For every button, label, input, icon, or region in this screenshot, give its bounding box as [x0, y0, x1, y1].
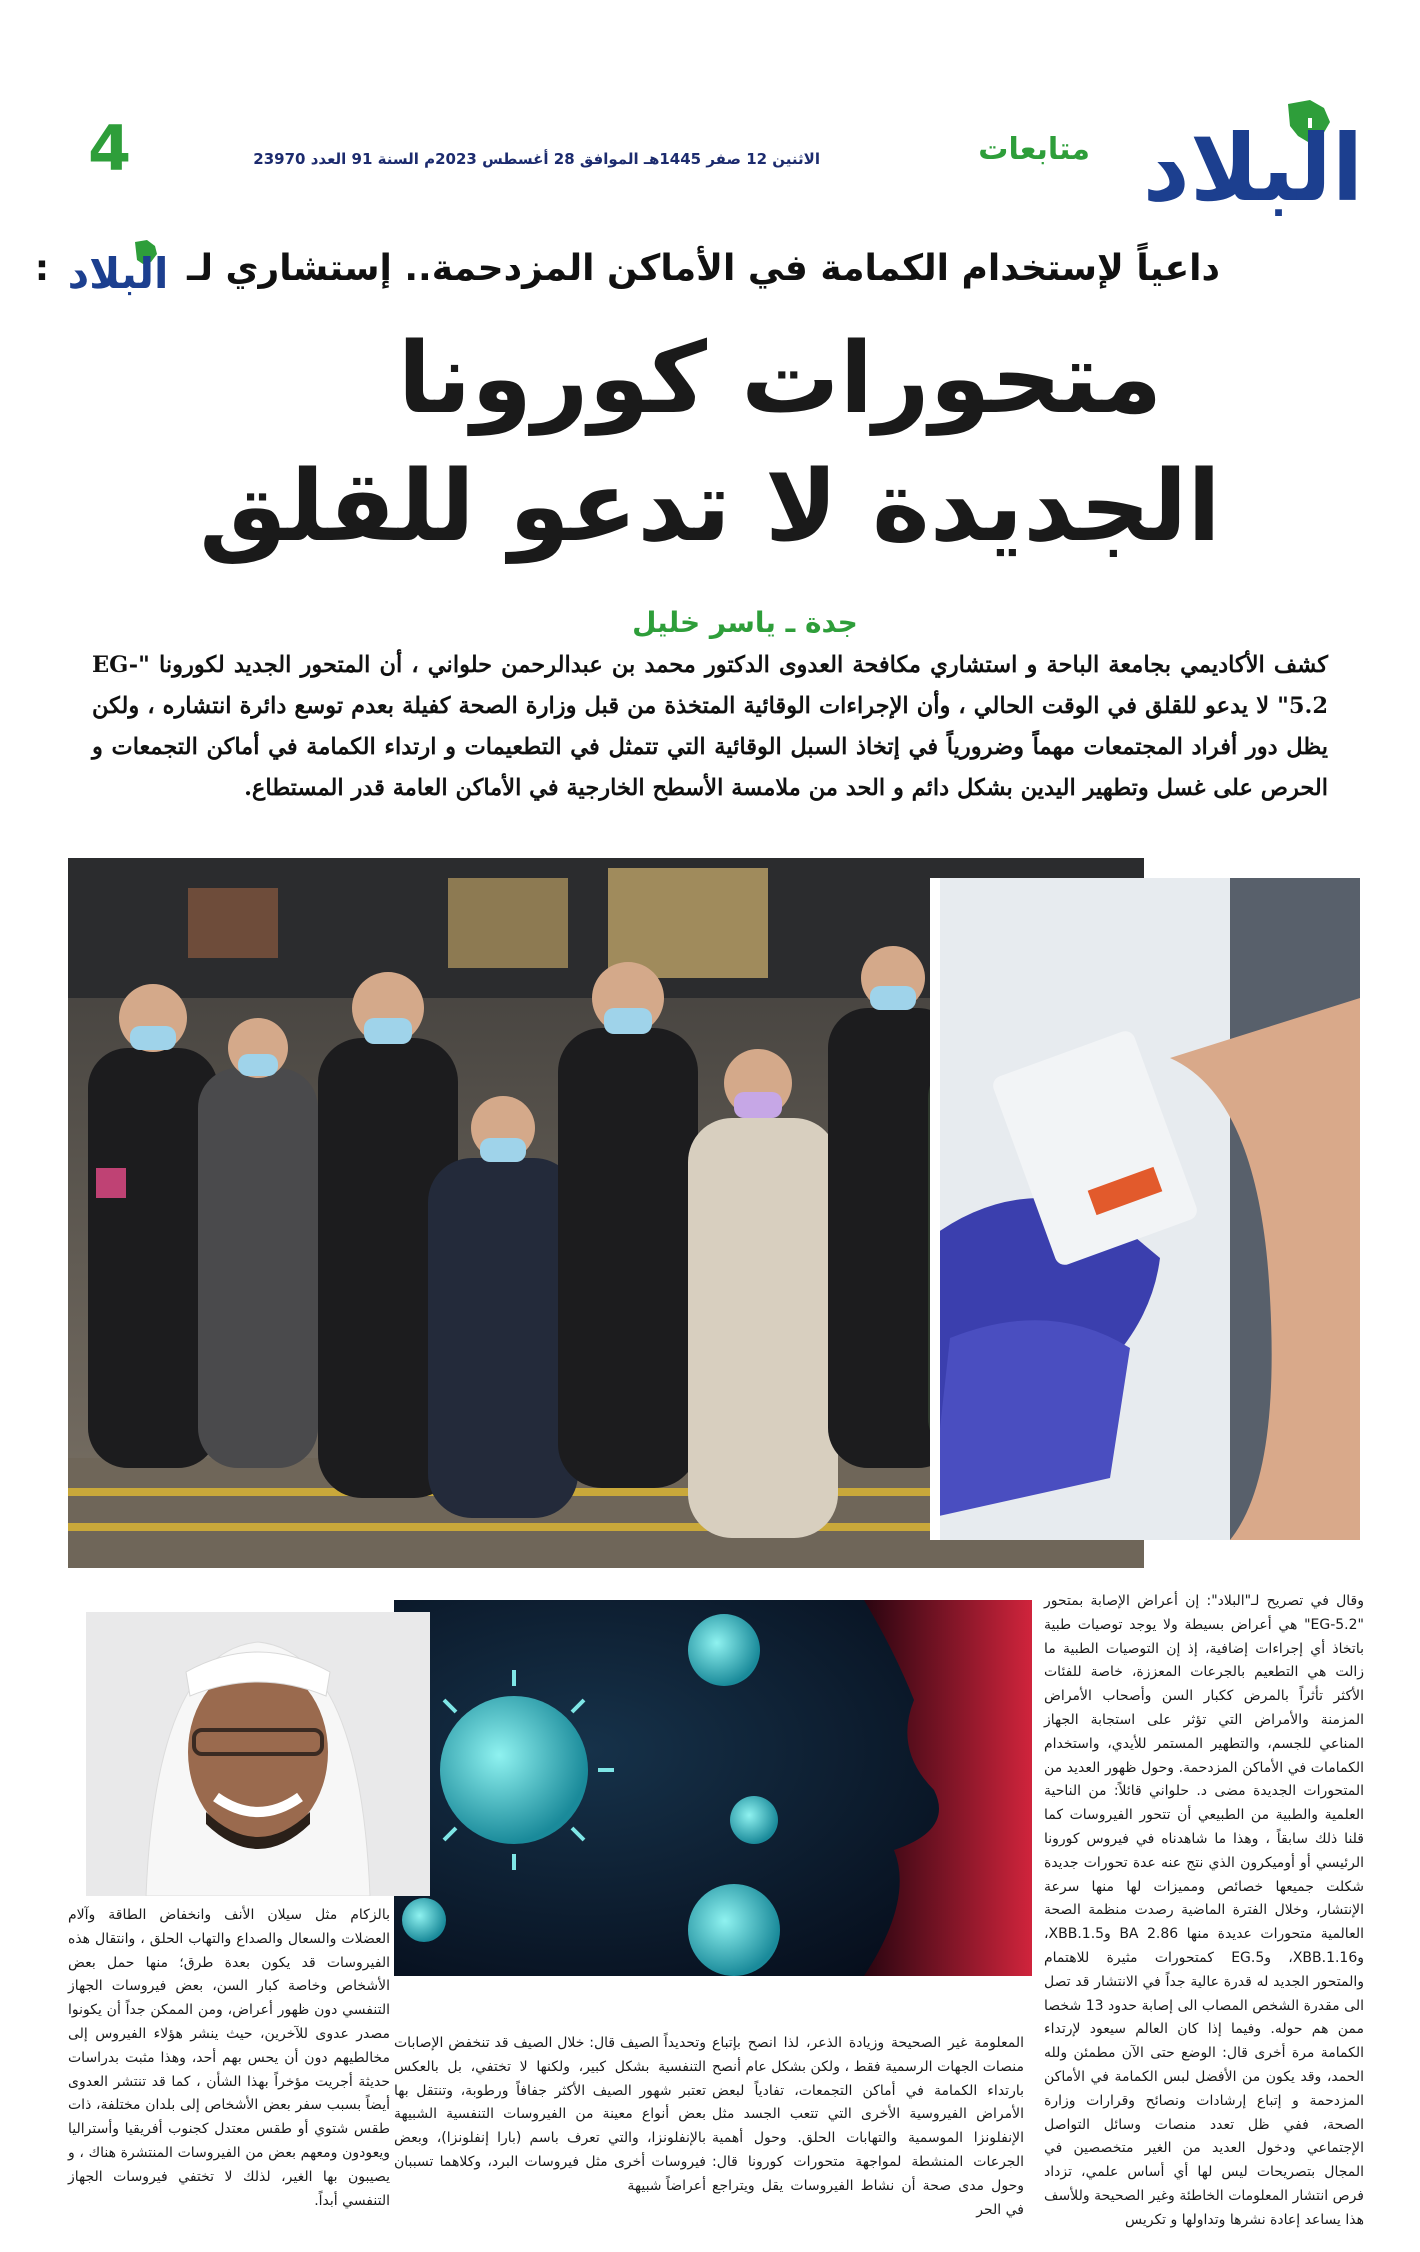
- inline-logo: [63, 240, 173, 296]
- article-column-left: بالزكام مثل سيلان الأنف وانخفاض الطاقة وآلام العضلات والسعال والصداع والتهاب الحلق ، وانتقال هذه الفيروسات قد يكون بعدة طرق؛ منها حمل بعض الأشخاص وخاصة كبار السن، بعض فيروسات الجهاز التنفسي دون ظهور أعراض، ومن الممكن جداً أن يكونوا مصدر عدوى للآخرين، حيث ينشر هؤلاء الفيروس إلى مخالطيهم دون أن يحس بهم أحد، وهذا مثبت بدراسات حديثة أجريت مؤخراً بهذا الشأن ، كما قد تنتشر العدوى أيضاً بسبب سفر بعض الأشخاص إلى بلدان مختلفة، ذات طقس شتوي أو طقس معتدل كجنوب أفريقيا وأستراليا ويعودون ومعهم بعض من الفيروسات المنتشرة هناك ، و يصيبون بها الغير، لذلك لا تختفي فيروسات الجهاز التنفسي أبداً.: [68, 1907, 390, 2209]
- svg-text:البلاد: البلاد: [1142, 115, 1364, 220]
- headline-line-1: متحورات كورونا: [397, 322, 1163, 436]
- newspaper-logo: [1138, 96, 1368, 220]
- kicker-colon: :: [34, 247, 50, 289]
- headline-line-2: الجديدة لا تدعو للقلق: [199, 450, 1221, 564]
- virus-illustration: [394, 1600, 1032, 1976]
- kicker-text: داعياً لإستخدام الكمامة في الأماكن المزدحمة.. إستشاري لـ: [187, 247, 1220, 289]
- vaccine-photo: [930, 878, 1360, 1540]
- section-label: متابعات: [978, 132, 1090, 167]
- lead-paragraph: كشف الأكاديمي بجامعة الباحة و استشاري مكافحة العدوى الدكتور محمد بن عبدالرحمن حلواني ، أن المتحور الجديد لكورونا "EG-5.2" لا يدعو للقلق في الوقت الحالي ، وأن الإجراءات الوقائية المتخذة من قبل وزارة الصحة كفيلة بعدم توسع دائرة انتشاره ، ولكن يظل دور أفراد المجتمعات مهماً وضرورياً في إتخاذ السبل الوقائية التي تتمثل في التطعيمات و ارتداء الكمامة في أماكن التجمعات و الحرص على غسل وتطهير اليدين بشكل دائم و الحد من ملامسة الأسطح الخارجية في الأماكن العامة قدر المستطاع.: [92, 652, 1328, 801]
- page-number: 4: [88, 112, 132, 185]
- article-column-middle-2: وتحديداً الصيف قال: خلال الصيف قد تنخفض الإصابات التنفسية بشكل كبير، ولكنها لا تختفي، بل بالعكس تعتبر شهور الصيف الأكثر جفافاً ورطوبة، وتنتقل بها بعض أنواع معينة من الفيروسات التنفسية الشبيهة بالإنفلونزا، والتي تعرف باسم (بارا إنفلونزا)، وبعض فيروسات أخرى مثل فيروسات البرد، وكلاهما تسببان أعراضاً شبيهة: [394, 2035, 706, 2194]
- article-column-right: وقال في تصريح لـ"البلاد": إن أعراض الإصابة بمتحور "EG-5.2" هي أعراض بسيطة ولا يوجد توصيات طبية باتخاذ أي إجراءات إضافية، إذ إن التوصيات الطبية ما زالت هي التطعيم بالجرعات المعززة، خاصة للفئات الأكثر تأثراً بالمرض ككبار السن وأصحاب الأمراض المزمنة والأمراض التي تؤثر على استجابة الجهاز المناعي للجسم، والتطهير المستمر للأيدي، واستخدام الكمامات في الأماكن المزدحمة. وحول ظهور العديد من المتحورات الجديدة مضى د. حلواني قائلاً: من الناحية العلمية والطبية من الطبيعي أن تتحور الفيروسات كما قلنا ذلك سابقاً ، وهذا ما شاهدناه في فيروس كورونا الرئيسي أو أوميكرون الذي نتج عنه عدة تحورات جديدة شكلت جميعها خصائص ومميزات لها منها سرعة الإنتشار، وخلال الفترة الماضية رصدت منظمة الصحة العالمية متحورات عديدة منها BA 2.86 وXBB.1.5، وXBB.1.16، وEG.5 كمتحورات مثيرة للاهتمام والمتحور الجديد له قدرة عالية جداً في الانتشار قد تصل الى مقدرة الشخص المصاب الى إصابة حدود 13 شخصا ممن هم حوله. وفيما إذا كان العالم سيعود لإرتداء الكمامة مرة أخرى قال: الوضع حتى الآن مطمئن ولله الحمد، وقد يكون من الأفضل لبس الكمامة في الأماكن المزدحمة و إتباع إرشادات ونصائح وقرارات وزارة الصحة، ففي ظل تعدد منصات وسائل التواصل الإجتماعي ودخول العديد من الغير متخصصين في المجال بتصريحات ليس لها أي أساس علمي، تزداد فرص انتشار المعلومات الخاطئة وغير الصحيحة وللأسف هذا يساعد إعادة نشرها وتداولها و تكريس: [1044, 1593, 1365, 2228]
- article-column-middle-1: المعلومة غير الصحيحة وزيادة الذعر، لذا انصح بإتباع منصات الجهات الرسمية فقط ، ولكن بشكل عام أنصح بارتداء الكمامة في أماكن التجمعات، تفادياً لبعض الأمراض الفيروسية الأخرى التي تتعب الجسد مثل الإنفلونزا الموسمية والتهابات الحلق. وحول أهمية الجرعات المنشطة لمواجهة متحورات كورونا قال: وحول مدى صحة أن نشاط الفيروسات يقل ويتراجع في الحر: [712, 2035, 1024, 2218]
- byline: جدة ـ ياسر خليل: [632, 606, 858, 639]
- consultant-portrait: [86, 1612, 430, 1896]
- kicker-line: [35, 240, 1220, 296]
- issue-date-line: الاثنين 12 صفر 1445هـ الموافق 28 أغسطس 2023م السنة 91 العدد 23970: [253, 150, 820, 168]
- svg-text:البلاد: البلاد: [67, 249, 169, 296]
